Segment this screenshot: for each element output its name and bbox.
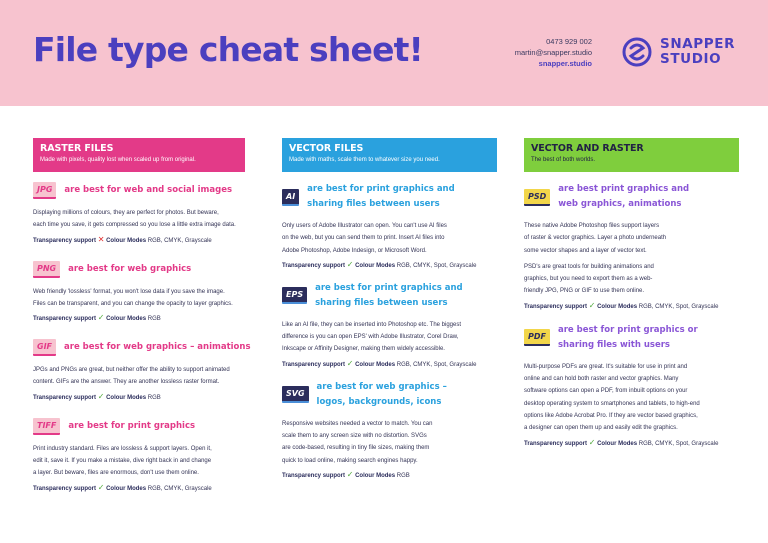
transparency-label: Transparency support	[33, 394, 97, 401]
colour-modes-label: Colour Modes	[597, 440, 638, 447]
tick-icon: ✓	[97, 482, 105, 492]
ai-colour-modes: RGB, CMYK, Spot, Grayscale	[396, 262, 477, 269]
transparency-label: Transparency support	[282, 262, 346, 269]
vector-column	[282, 182, 504, 491]
tiff-colour-modes: RGB, CMYK, Grayscale	[147, 485, 212, 492]
raster-subheading: Made with pixels, quality lost when scaled up from original.	[40, 157, 196, 163]
eps-colour-modes: RGB, CMYK, Spot, Grayscale	[396, 361, 477, 368]
ai-desc-line: on the web, but you can send them to print. Insert AI files into	[282, 235, 445, 242]
pdf-description	[524, 361, 746, 435]
jpg-desc-line: each time you save, it gets compressed so you lose a little extra image data.	[33, 222, 236, 229]
psd-desc-line: PSD's are great tools for building animations and	[524, 263, 654, 270]
phone-number: 0473 929 002	[546, 37, 592, 46]
tiff-title: are best for print graphics	[68, 420, 196, 431]
ai-desc-line: Adobe Photoshop, Adobe Indesign, or Microsoft Word.	[282, 247, 427, 254]
psd-desc-line: These native Adobe Photoshop files support layers	[524, 223, 660, 229]
pdf-title-line: are best for print graphics or	[557, 324, 698, 335]
pdf-title	[558, 323, 698, 353]
gif-support	[33, 392, 258, 401]
tiff-description	[33, 443, 258, 480]
svg-title	[317, 380, 447, 410]
tiff-desc-line: Print industry standard. Files are lossless & support layers. Open it,	[33, 445, 212, 452]
page-title: File type cheat sheet!	[33, 30, 423, 69]
psd-desc-line: graphics, but you need to export them as a web-	[524, 276, 653, 283]
pdf-desc-line: software options can open a PDF, from inbuilt options on your	[524, 388, 688, 395]
raster-column	[33, 182, 258, 509]
jpg-section	[33, 182, 258, 244]
transparency-label: Transparency support	[282, 361, 346, 368]
gif-section	[33, 339, 258, 401]
pdf-colour-modes: RGB, CMYK, Spot, Grayscale	[638, 440, 719, 447]
transparency-label: Transparency support	[33, 237, 97, 244]
jpg-desc-line: Displaying millions of colours, they are perfect for photos. But beware,	[33, 210, 219, 216]
png-desc-line: Web friendly 'lossless' format, you won't lose data if you save the image.	[33, 288, 225, 295]
tick-icon: ✓	[97, 391, 105, 401]
svg-desc-line: quick to load online, making search engines happy.	[282, 457, 418, 464]
eps-desc-line: Inkscape or Affinity Designer, making them widely accessible.	[282, 346, 445, 353]
gif-title: are best for web graphics – animations	[64, 342, 251, 353]
colour-modes-label: Colour Modes	[355, 262, 396, 269]
vector-files-header	[282, 138, 497, 172]
colour-modes-label: Colour Modes	[106, 394, 147, 401]
eps-title	[315, 281, 463, 311]
tick-icon: ✓	[588, 300, 596, 310]
vector-heading: VECTOR FILES	[289, 143, 364, 154]
psd-title-line: web graphics, animations	[558, 199, 682, 209]
svg-desc-line: are code-based, resulting in tiny file sizes, making them	[282, 445, 430, 452]
ai-desc-line: Only users of Adobe Illustrator can open. You can't use AI files	[282, 223, 447, 229]
email-address: martin@snapper.studio	[514, 48, 592, 57]
cross-icon: ✕	[97, 234, 105, 244]
vector-and-raster-column	[524, 182, 746, 460]
jpg-support	[33, 235, 258, 244]
pdf-title-line: sharing files with users	[557, 339, 670, 350]
eps-description	[282, 319, 504, 356]
png-desc-line: Files can be transparent, and you can change the opacity to layer graphics.	[33, 300, 233, 307]
snapper-studio-logo	[622, 37, 742, 69]
transparency-label: Transparency support	[282, 472, 346, 479]
vector-and-raster-header	[524, 138, 739, 172]
pdf-desc-line: desktop operating system to smartphones and tablets, to high-end	[524, 400, 700, 407]
ai-section	[282, 182, 504, 269]
pdf-desc-line: options like Adobe Acrobat Pro. If they are vector based graphics,	[524, 412, 698, 419]
pdf-badge: PDF	[524, 329, 550, 346]
ai-title-line: are best for print graphics and	[307, 184, 455, 194]
psd-title-line: are best print graphics and	[558, 184, 690, 194]
eps-title-line: are best for print graphics and	[315, 282, 463, 293]
tiff-badge: TIFF	[33, 418, 60, 435]
svg-desc-line: scale them to any screen size with no distortion. SVGs	[282, 433, 427, 440]
header	[0, 0, 768, 106]
gif-desc-line: content. GIFs are the answer. They are another lossless raster format.	[33, 379, 220, 386]
ai-badge: AI	[282, 189, 299, 206]
colour-modes-label: Colour Modes	[355, 361, 396, 368]
tick-icon: ✓	[346, 259, 354, 269]
eps-desc-line: difference is you can open EPS' with Adobe Illustrator, Corel Draw,	[282, 334, 459, 341]
tiff-support	[33, 483, 258, 492]
pdf-section	[524, 323, 746, 447]
eps-support	[282, 359, 504, 368]
transparency-label: Transparency support	[524, 440, 588, 447]
ai-title	[307, 182, 455, 212]
svg-colour-modes: RGB	[396, 472, 410, 479]
psd-description	[524, 220, 746, 298]
png-section	[33, 261, 258, 323]
gif-description	[33, 364, 258, 389]
transparency-label: Transparency support	[33, 485, 97, 492]
pdf-desc-line: a designer can open them up and easily edit the graphics.	[524, 425, 678, 432]
logo-line-2: STUDIO	[660, 50, 722, 67]
png-support	[33, 313, 258, 322]
pdf-support	[524, 438, 746, 447]
vector-subheading: Made with maths, scale them to whatever size you need.	[289, 157, 440, 163]
psd-badge: PSD	[524, 189, 550, 206]
gif-desc-line: JPGs and PNGs are great, but neither offer the ability to support animated	[33, 367, 230, 374]
jpg-badge: JPG	[33, 182, 56, 199]
tick-icon: ✓	[588, 437, 596, 447]
pdf-desc-line: online and can hold both raster and vector graphics. Many	[524, 376, 679, 383]
raster-heading: RASTER FILES	[40, 143, 114, 154]
svg-support	[282, 470, 504, 479]
svg-description	[282, 418, 504, 467]
png-badge: PNG	[33, 261, 60, 278]
psd-title	[558, 182, 689, 212]
png-description	[33, 286, 258, 311]
svg-desc-line: Responsive websites needed a vector to match. You can	[282, 420, 433, 427]
jpg-description	[33, 207, 258, 232]
tiff-section	[33, 418, 258, 492]
tiff-desc-line: edit it, save it. If you make a mistake, dive right back in and change	[33, 458, 212, 465]
colour-modes-label: Colour Modes	[355, 472, 396, 479]
both-heading: VECTOR AND RASTER	[531, 143, 644, 154]
png-colour-modes: RGB	[147, 316, 161, 323]
ai-support	[282, 260, 504, 269]
svg-title-line: logos, backgrounds, icons	[316, 396, 442, 407]
eps-title-line: sharing files between users	[315, 297, 448, 308]
svg-badge: SVG	[282, 386, 309, 403]
psd-support	[524, 301, 746, 310]
gif-badge: GIF	[33, 339, 56, 356]
jpg-title: are best for web and social images	[64, 185, 233, 195]
psd-desc-line: of raster & vector graphics. Layer a photo underneath	[524, 235, 667, 242]
website-link[interactable]: snapper.studio	[538, 59, 592, 68]
tick-icon: ✓	[346, 358, 354, 368]
svg-section	[282, 380, 504, 479]
transparency-label: Transparency support	[524, 303, 588, 310]
psd-colour-modes: RGB, CMYK, Spot, Grayscale	[638, 303, 719, 310]
tick-icon: ✓	[97, 313, 105, 323]
contact-info	[515, 36, 592, 69]
logo-line-1: SNAPPER	[660, 36, 736, 52]
ai-description	[282, 220, 504, 257]
eps-desc-line: Like an AI file, they can be inserted into Photoshop etc. The biggest	[282, 321, 462, 328]
psd-section	[524, 182, 746, 310]
gif-colour-modes: RGB	[147, 394, 161, 401]
psd-desc-line: friendly JPG, PNG or GIF to use them online.	[524, 288, 645, 295]
eps-section	[282, 281, 504, 368]
jpg-colour-modes: RGB, CMYK, Grayscale	[147, 237, 212, 244]
raster-files-header	[33, 138, 245, 172]
colour-modes-label: Colour Modes	[106, 485, 147, 492]
ai-title-line: sharing files between users	[307, 199, 440, 209]
colour-modes-label: Colour Modes	[106, 237, 147, 244]
transparency-label: Transparency support	[33, 316, 97, 323]
both-subheading: The best of both worlds.	[531, 157, 596, 163]
colour-modes-label: Colour Modes	[597, 303, 638, 310]
tick-icon: ✓	[346, 469, 354, 479]
pdf-desc-line: Multi-purpose PDFs are great. It's suitable for use in print and	[524, 363, 688, 370]
logo-text	[660, 37, 735, 66]
png-title: are best for web graphics	[68, 263, 192, 274]
eps-badge: EPS	[282, 287, 307, 304]
tiff-desc-line: a layer. But beware, files are enormous, don't use them online.	[33, 470, 199, 477]
logo-mark-icon	[622, 37, 652, 67]
colour-modes-label: Colour Modes	[106, 316, 147, 323]
psd-desc-line: some vector shapes and a layer of vector text.	[524, 247, 647, 254]
svg-title-line: are best for web graphics –	[316, 381, 447, 392]
